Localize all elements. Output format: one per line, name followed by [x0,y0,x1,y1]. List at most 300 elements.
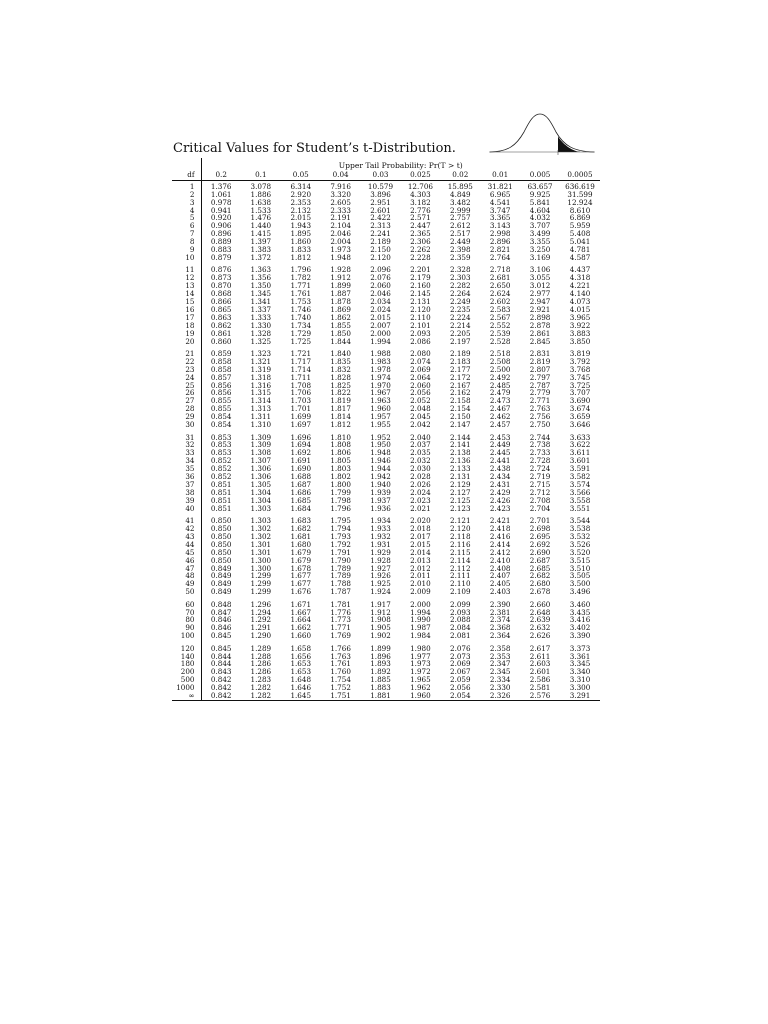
critical-value-cell: 2.330 [489,683,511,693]
df-cell: 120 [172,640,201,652]
critical-value-cell: 2.695 [529,531,551,541]
critical-value-cell: 2.999 [450,205,471,215]
critical-value-cell: 2.429 [489,487,511,497]
critical-value-cell: 2.326 [489,691,511,701]
critical-value-cell: 2.797 [529,372,551,382]
critical-value-cell: 2.426 [489,495,511,505]
critical-value-cell: 1.835 [330,356,351,366]
critical-value-cell: 0.978 [210,197,232,207]
critical-value-cell: 0.866 [210,297,232,306]
critical-value-cell: 0.941 [210,205,232,215]
critical-value-cell: 2.129 [450,479,471,489]
df-cell: 37 [172,481,201,489]
critical-value-cell: 1.926 [370,571,391,581]
critical-value-cell: 2.583 [489,304,511,314]
critical-value-cell: 2.345 [489,667,511,677]
critical-value-cell: 2.682 [529,571,551,581]
critical-value-cell: 1.308 [250,448,272,458]
critical-value-cell: 2.951 [370,197,391,207]
critical-value-cell: 1.925 [370,579,391,589]
critical-value-cell: 2.076 [370,273,391,283]
critical-value-cell: 0.856 [210,388,232,398]
critical-value-cell: 1.962 [410,683,431,693]
critical-value-cell: 1.812 [290,252,312,262]
critical-value-cell: 3.505 [569,571,591,581]
critical-value-cell: 1.288 [250,651,272,661]
df-cell: 48 [172,572,201,580]
critical-value-cell: 1.817 [330,404,351,414]
critical-value-cell: 1.717 [290,356,312,366]
corner-cell [172,158,201,171]
critical-value-cell: 2.028 [410,472,431,482]
critical-value-cell: 31.821 [487,181,513,191]
critical-value-cell: 2.528 [489,336,511,346]
critical-value-cell: 9.925 [529,189,551,199]
critical-value-cell: 3.768 [569,364,591,374]
critical-value-cell: 0.870 [210,281,232,291]
critical-value-cell: 3.566 [569,487,591,497]
critical-value-cell: 2.110 [410,312,431,322]
critical-value-cell: 1.819 [330,396,351,406]
critical-value-cell: 2.131 [450,472,471,482]
critical-value-cell: 2.127 [450,487,471,497]
critical-value-cell: 2.518 [489,348,511,358]
df-cell: 39 [172,497,201,505]
critical-value-cell: 0.850 [210,555,232,565]
critical-value-cell: 1.932 [370,531,391,541]
critical-value-cell: 2.197 [450,336,471,346]
critical-value-cell: 2.012 [410,563,431,573]
critical-value-cell: 1.948 [330,252,351,262]
critical-value-cell: 2.539 [489,328,511,338]
critical-value-cell: 1.771 [330,623,351,633]
df-cell: 9 [172,246,201,254]
critical-value-cell: 1.303 [250,503,272,513]
critical-value-cell: 1.691 [290,456,312,466]
critical-value-cell: 2.067 [450,667,471,677]
critical-value-cell: 2.104 [330,221,351,231]
critical-value-cell: 2.144 [450,432,471,442]
critical-value-cell: 2.249 [450,297,471,306]
critical-value-cell: 2.191 [330,213,351,223]
critical-value-cell: 0.873 [210,273,232,283]
df-cell: 20 [172,338,201,346]
critical-value-cell: 2.412 [489,547,511,557]
critical-value-cell: 3.373 [569,643,591,653]
critical-value-cell: 2.015 [410,539,431,549]
critical-value-cell: 2.977 [529,289,551,299]
critical-value-cell: 1.977 [410,651,431,661]
critical-value-cell: 2.141 [450,440,471,450]
critical-value-cell: 3.707 [569,388,591,398]
critical-value-cell: 2.698 [529,523,551,533]
critical-value-cell: 4.221 [569,281,591,291]
critical-value-cell: 1.869 [330,304,351,314]
critical-value-cell: 0.850 [210,523,232,533]
critical-value-cell: 2.328 [450,265,471,275]
critical-value-cell: 1.908 [370,615,391,625]
critical-value-cell: 0.858 [210,364,232,374]
critical-value-cell: 2.034 [370,297,391,306]
critical-value-cell: 3.633 [569,432,591,442]
critical-value-cell: 2.004 [330,237,351,247]
critical-value-cell: 2.898 [529,312,551,322]
critical-value-cell: 5.841 [529,197,551,207]
critical-value-cell: 1.937 [370,495,391,505]
critical-value-cell: 3.460 [569,599,591,609]
critical-value-cell: 1.987 [410,623,431,633]
df-cell: 29 [172,413,201,421]
critical-value-cell: 3.078 [250,181,272,191]
critical-value-cell: 1.994 [410,607,431,617]
critical-value-cell: 1.771 [290,281,312,291]
critical-value-cell: 2.492 [489,372,511,382]
critical-value-cell: 2.111 [450,571,471,581]
critical-value-cell: 2.757 [450,213,471,223]
critical-value-cell: 2.687 [529,555,551,565]
critical-value-cell: 2.132 [290,205,312,215]
critical-value-cell: 3.320 [330,189,351,199]
critical-value-cell: 3.850 [569,336,591,346]
df-cell: 30 [172,421,201,429]
critical-value-cell: 0.876 [210,265,232,275]
critical-value-cell: 2.445 [489,448,511,458]
table-row [172,254,600,262]
df-cell: 11 [172,262,201,274]
critical-value-cell: 4.318 [569,273,591,283]
critical-value-cell: 2.125 [450,495,471,505]
critical-value-cell: 4.032 [529,213,551,223]
critical-value-cell: 1.714 [290,364,312,374]
table-bottom-rule [172,701,600,702]
critical-value-cell: 2.467 [489,404,511,414]
critical-value-cell: 1.711 [290,372,312,382]
critical-value-cell: 0.851 [210,487,232,497]
critical-value-cell: 3.416 [569,615,591,625]
critical-value-cell: 2.414 [489,539,511,549]
critical-value-cell: 1.309 [250,440,272,450]
critical-value-cell: 1.761 [290,289,312,299]
df-cell: 42 [172,525,201,533]
critical-value-cell: 1.645 [290,691,312,701]
critical-value-cell: 4.849 [450,189,471,199]
table-row [172,692,600,700]
critical-value-cell: 1.683 [290,516,312,526]
critical-value-cell: 2.449 [489,440,511,450]
critical-value-cell: 63.657 [527,181,553,191]
critical-value-cell: 1.305 [250,479,272,489]
df-cell: ∞ [172,692,201,700]
critical-value-cell: 0.851 [210,479,232,489]
critical-value-cell: 3.922 [569,320,591,330]
critical-value-cell: 3.582 [569,472,591,482]
critical-value-cell: 1.899 [370,643,391,653]
table-row [172,345,600,357]
critical-value-cell: 1.988 [370,348,391,358]
critical-value-cell: 1.706 [290,388,312,398]
critical-value-cell: 10.579 [367,181,394,191]
critical-value-cell: 1.337 [250,304,272,314]
critical-value-cell: 0.854 [210,420,232,430]
critical-value-cell: 1.701 [290,404,312,414]
critical-value-cell: 0.865 [210,304,232,314]
critical-value-cell: 1.662 [290,623,312,633]
critical-value-cell: 0.852 [210,456,232,466]
critical-value-cell: 1.729 [290,328,312,338]
critical-value-cell: 1.341 [250,297,272,306]
df-cell: 21 [172,345,201,357]
critical-value-cell: 1.812 [330,420,351,430]
critical-value-cell: 1.740 [290,312,312,322]
critical-value-cell: 2.353 [290,197,312,207]
critical-value-cell: 1.855 [330,320,351,330]
critical-value-cell: 1.917 [370,599,391,609]
critical-value-cell: 3.361 [569,651,591,661]
critical-value-cell: 1.800 [330,479,351,489]
critical-value-cell: 2.000 [370,328,391,338]
critical-value-cell: 2.601 [529,667,551,677]
critical-value-cell: 1.929 [370,547,391,557]
critical-value-cell: 0.843 [210,667,232,677]
critical-value-cell: 2.581 [529,683,551,693]
critical-value-cell: 1.946 [370,456,391,466]
critical-value-cell: 3.883 [569,328,591,338]
critical-value-cell: 2.110 [450,579,471,589]
critical-value-cell: 2.147 [450,420,471,430]
critical-value-cell: 1.301 [250,539,272,549]
critical-value-cell: 2.381 [489,607,511,617]
df-cell: 5 [172,214,201,222]
critical-value-cell: 3.690 [569,396,591,406]
df-cell: 46 [172,557,201,565]
critical-value-cell: 1.679 [290,555,312,565]
df-cell: 6 [172,222,201,230]
critical-value-cell: 2.708 [529,495,551,505]
critical-value-cell: 0.853 [210,448,232,458]
critical-value-cell: 2.138 [450,448,471,458]
t-distribution-curve-icon [488,110,596,158]
critical-value-cell: 2.603 [529,659,551,669]
critical-value-cell: 1.299 [250,571,272,581]
critical-value-cell: 1.685 [290,495,312,505]
critical-value-cell: 3.182 [410,197,431,207]
critical-value-cell: 1.944 [370,464,391,474]
critical-value-cell: 1.766 [330,643,351,653]
critical-value-cell: 1.753 [290,297,312,306]
critical-value-cell: 1.303 [250,516,272,526]
critical-value-cell: 1.881 [370,691,391,701]
critical-value-cell: 1.656 [290,651,312,661]
critical-value-cell: 0.842 [210,683,232,693]
critical-value-cell: 1.751 [330,691,351,701]
df-cell: 27 [172,397,201,405]
critical-value-cell: 3.365 [489,213,511,223]
critical-value-cell: 0.842 [210,675,232,685]
critical-value-cell: 2.787 [529,380,551,390]
critical-value-cell: 3.291 [569,691,591,701]
critical-value-cell: 2.947 [529,297,551,306]
critical-value-cell: 0.852 [210,472,232,482]
critical-value-cell: 1.862 [330,312,351,322]
critical-value-cell: 1.289 [250,643,272,653]
critical-value-cell: 1.796 [290,265,312,275]
critical-value-cell: 3.819 [569,348,591,358]
critical-value-cell: 3.340 [569,667,591,677]
critical-value-cell: 2.473 [489,396,511,406]
critical-value-cell: 1.950 [370,440,391,450]
critical-value-cell: 1.791 [330,547,351,557]
critical-value-cell: 1.325 [250,336,272,346]
critical-value-cell: 2.116 [450,539,471,549]
df-cell: 2 [172,191,201,199]
table-row [172,632,600,640]
df-cell: 31 [172,429,201,441]
critical-value-cell: 2.750 [529,420,551,430]
df-cell: 35 [172,465,201,473]
probability-header: 0.02 [440,171,480,180]
critical-value-cell: 2.040 [410,432,431,442]
critical-value-cell: 1.808 [330,440,351,450]
critical-value-cell: 0.849 [210,587,232,597]
critical-value-cell: 2.042 [410,420,431,430]
critical-value-cell: 2.921 [529,304,551,314]
df-cell: 1000 [172,684,201,692]
critical-value-cell: 2.160 [410,281,431,291]
critical-value-cell: 1.383 [250,245,272,255]
critical-value-cell: 2.364 [489,631,511,641]
df-cell: 3 [172,199,201,207]
critical-value-cell: 1.840 [330,348,351,358]
critical-value-cell: 2.046 [370,289,391,299]
critical-value-cell: 3.355 [529,237,551,247]
critical-value-cell: 0.863 [210,312,232,322]
critical-value-cell: 2.064 [410,372,431,382]
critical-value-cell: 2.334 [489,675,511,685]
critical-value-cell: 2.861 [529,328,551,338]
critical-value-cell: 0.853 [210,440,232,450]
critical-value-cell: 0.850 [210,516,232,526]
critical-value-cell: 2.133 [450,464,471,474]
critical-value-cell: 1.676 [290,587,312,597]
critical-value-cell: 2.145 [410,289,431,299]
critical-values-table [172,158,600,701]
critical-value-cell: 2.660 [529,599,551,609]
critical-value-cell: 1.684 [290,503,312,513]
critical-value-cell: 0.849 [210,563,232,573]
critical-value-cell: 2.224 [450,312,471,322]
df-cell: 38 [172,489,201,497]
critical-value-cell: 2.744 [529,432,551,442]
df-cell: 34 [172,457,201,465]
critical-value-cell: 1.658 [290,643,312,653]
critical-value-cell: 0.845 [210,631,232,641]
critical-value-cell: 3.520 [569,547,591,557]
critical-value-cell: 1.286 [250,659,272,669]
critical-value-cell: 3.725 [569,380,591,390]
table-row [172,596,600,608]
critical-value-cell: 2.179 [410,273,431,283]
critical-value-cell: 2.123 [450,503,471,513]
df-cell: 15 [172,298,201,306]
critical-value-cell: 2.407 [489,571,511,581]
critical-value-cell: 2.374 [489,615,511,625]
df-cell: 70 [172,609,201,617]
critical-value-cell: 2.685 [529,563,551,573]
critical-value-cell: 1.942 [370,472,391,482]
critical-value-cell: 1.291 [250,623,272,633]
critical-value-cell: 3.558 [569,495,591,505]
critical-value-cell: 1.667 [290,607,312,617]
critical-value-cell: 1.294 [250,607,272,617]
critical-value-cell: 1.773 [330,615,351,625]
critical-value-cell: 1.833 [290,245,312,255]
critical-value-cell: 3.896 [370,189,391,199]
critical-value-cell: 5.959 [569,221,591,231]
critical-value-cell: 2.896 [489,237,511,247]
critical-value-cell: 2.648 [529,607,551,617]
df-cell: 19 [172,330,201,338]
critical-value-cell: 2.416 [489,531,511,541]
critical-value-cell: 1.793 [330,531,351,541]
critical-value-cell: 2.081 [450,631,471,641]
critical-value-cell: 1.290 [250,631,272,641]
critical-value-cell: 2.189 [370,237,391,247]
critical-value-cell: 2.431 [489,479,511,489]
critical-value-cell: 1.781 [330,599,351,609]
critical-value-cell: 1.832 [330,364,351,374]
critical-value-cell: 1.688 [290,472,312,482]
critical-value-cell: 3.106 [529,265,551,275]
critical-value-cell: 2.807 [529,364,551,374]
critical-value-cell: 1.803 [330,464,351,474]
critical-value-cell: 2.035 [410,448,431,458]
critical-value-cell: 1.286 [250,667,272,677]
critical-value-cell: 2.093 [410,328,431,338]
critical-value-cell: 1.321 [250,356,272,366]
critical-value-cell: 2.617 [529,643,551,653]
critical-value-cell: 2.030 [410,464,431,474]
critical-value-cell: 8.610 [569,205,591,215]
critical-value-cell: 1.304 [250,487,272,497]
critical-value-cell: 2.701 [529,516,551,526]
critical-value-cell: 4.781 [569,245,591,255]
critical-value-cell: 2.048 [410,404,431,414]
critical-value-cell: 2.052 [410,396,431,406]
critical-value-cell: 3.646 [569,420,591,430]
critical-value-cell: 3.500 [569,579,591,589]
critical-value-cell: 1.940 [370,479,391,489]
critical-value-cell: 1.397 [250,237,272,247]
critical-value-cell: 3.538 [569,523,591,533]
critical-value-cell: 1.896 [370,651,391,661]
critical-value-cell: 2.045 [410,412,431,422]
critical-value-cell: 1.283 [250,675,272,685]
critical-value-cell: 1.309 [250,432,272,442]
df-cell: 44 [172,541,201,549]
critical-value-cell: 1.948 [370,448,391,458]
critical-value-cell: 1.671 [290,599,312,609]
critical-value-cell: 1.307 [250,456,272,466]
critical-value-cell: 1.697 [290,420,312,430]
critical-value-cell: 2.015 [370,312,391,322]
critical-value-cell: 3.965 [569,312,591,322]
critical-value-cell: 0.850 [210,547,232,557]
critical-value-cell: 2.088 [450,615,471,625]
critical-value-cell: 1.686 [290,487,312,497]
critical-value-cell: 0.855 [210,404,232,414]
critical-value-cell: 2.410 [489,555,511,565]
critical-value-cell: 1.319 [250,364,272,374]
